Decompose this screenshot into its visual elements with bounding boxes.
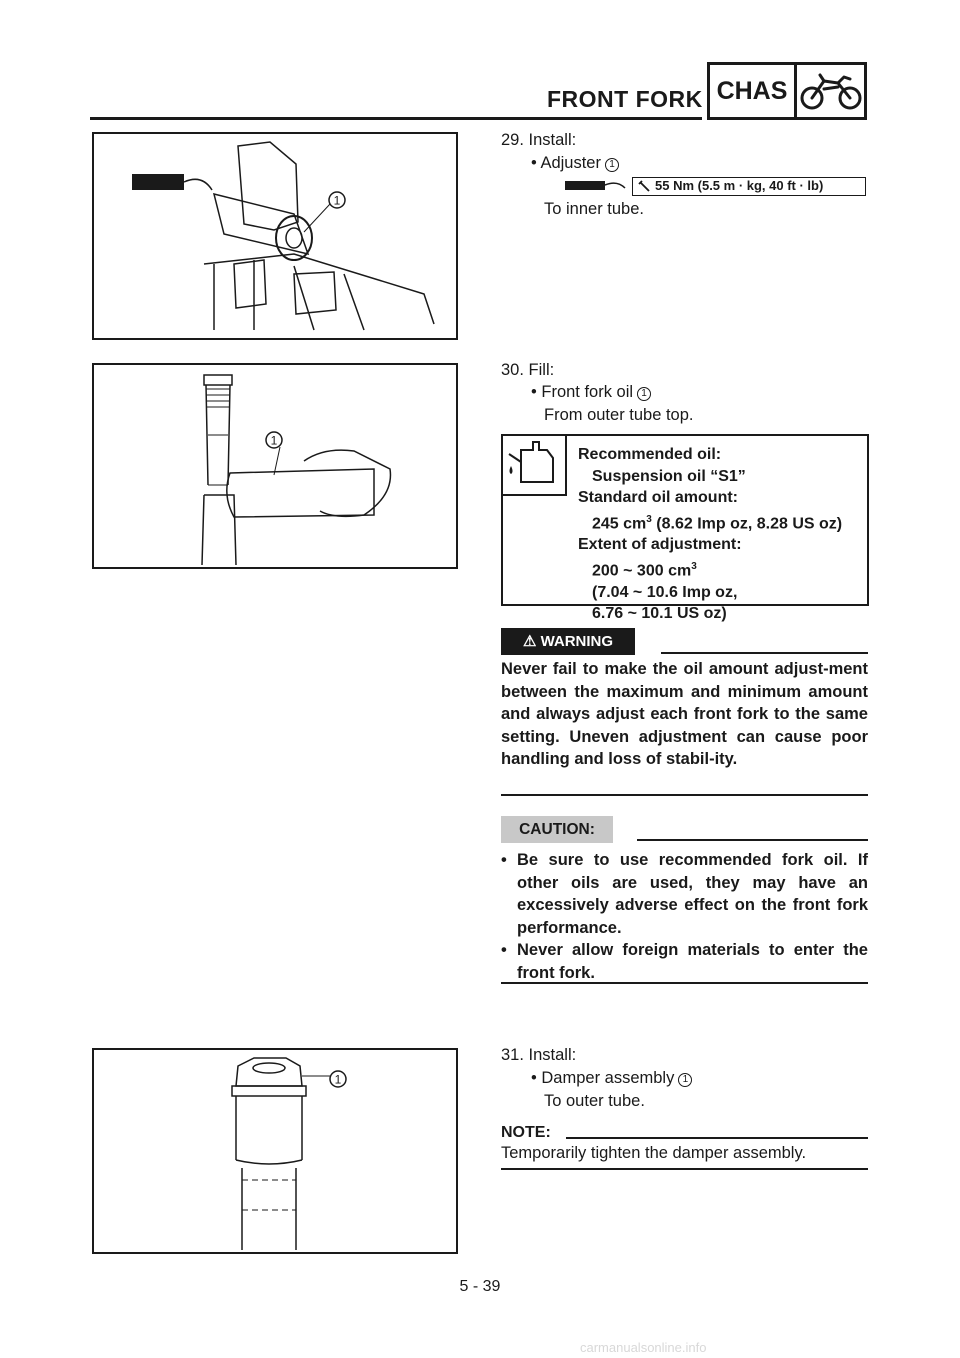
- step-31-heading: 31. Install:: [501, 1046, 577, 1064]
- warning-icon: ⚠: [522, 633, 537, 650]
- standard-amount-label: Standard oil amount:: [578, 489, 738, 506]
- recommended-oil-label: Recommended oil:: [578, 446, 722, 463]
- note-bottom-rule: [501, 1168, 868, 1170]
- warning-top-rule: [661, 652, 868, 654]
- damper-illustration: [94, 1050, 456, 1252]
- wrench-icon: [638, 180, 651, 193]
- caution-badge: CAUTION:: [501, 816, 613, 843]
- note-text: Temporarily tighten the damper assembly.: [501, 1144, 807, 1162]
- step-30-note: From outer tube top.: [544, 406, 694, 424]
- caution-list: [501, 849, 868, 984]
- step-31-item: • Damper assembly 1: [531, 1067, 692, 1090]
- extent-us: 6.76 ~ 10.1 US oz): [592, 605, 727, 623]
- oil-can-icon: [503, 436, 563, 492]
- callout-marker: 1: [605, 158, 619, 172]
- figure-fork-oil: [92, 363, 458, 569]
- note-label: NOTE:: [501, 1124, 551, 1141]
- page-number: 5 - 39: [459, 1278, 501, 1295]
- step-29-item: • Adjuster 1: [531, 152, 619, 175]
- header-rule: [90, 117, 702, 120]
- note-top-rule: [566, 1137, 868, 1139]
- section-title: FRONT FORK: [547, 86, 703, 112]
- callout-marker: 1: [637, 387, 651, 401]
- figure-damper: [92, 1048, 458, 1254]
- section-code: CHAS: [710, 65, 797, 117]
- standard-amount-value: 245 $cm^3$ (8.62 Imp oz, 8.28 US oz): [592, 513, 843, 532]
- step-30-item: • Front fork oil 1: [531, 381, 651, 404]
- step-29-heading: 29. Install:: [501, 131, 577, 149]
- warning-badge: ⚠ WARNING: [501, 628, 635, 655]
- callout-marker: 1: [678, 1073, 692, 1087]
- torque-spec: 55 Nm (5.5 m · kg, 40 ft · lb): [632, 177, 866, 196]
- recommended-oil-value: Suspension oil “S1”: [592, 467, 746, 485]
- step-31-note: To outer tube.: [544, 1092, 645, 1110]
- caution-item: • Never allow foreign materials to enter the front fork.: [501, 941, 868, 982]
- figure-callout: 1: [270, 433, 278, 448]
- oil-spec-box: [501, 434, 869, 623]
- figure-adjuster: [92, 132, 458, 340]
- caution-item: • Be sure to use recommended fork oil. If other oils are used, they may have an excessively adverse effect on the front fork performance.: [501, 851, 868, 937]
- extent-label: Extent of adjustment:: [578, 536, 742, 554]
- adjuster-illustration: [94, 134, 456, 338]
- step-29-note: To inner tube.: [544, 200, 644, 218]
- extent-imperial: (7.04 ~ 10.6 Imp oz,: [592, 583, 738, 601]
- caution-bottom-rule: [501, 982, 868, 984]
- figure-callout: 1: [334, 1072, 342, 1087]
- warning-text: Never fail to make the oil amount adjust-ment between the maximum and minimum amount and always adjust each front fork to the same setting. Uneven adjustment can cause poor handling and loss of stabil-ity.: [501, 660, 868, 768]
- extent-value: 200 ~ 300 $cm^3$: [592, 560, 697, 580]
- fork-oil-illustration: [94, 365, 456, 567]
- step-30-heading: 30. Fill:: [501, 361, 555, 379]
- torque-wrench-icon: [565, 178, 629, 194]
- figure-callout: 1: [333, 193, 341, 208]
- motorcycle-icon: [798, 71, 864, 111]
- section-tab: [707, 62, 867, 120]
- caution-top-rule: [637, 839, 868, 841]
- warning-bottom-rule: [501, 794, 868, 796]
- watermark: carmanualsonline.info: [580, 1340, 707, 1355]
